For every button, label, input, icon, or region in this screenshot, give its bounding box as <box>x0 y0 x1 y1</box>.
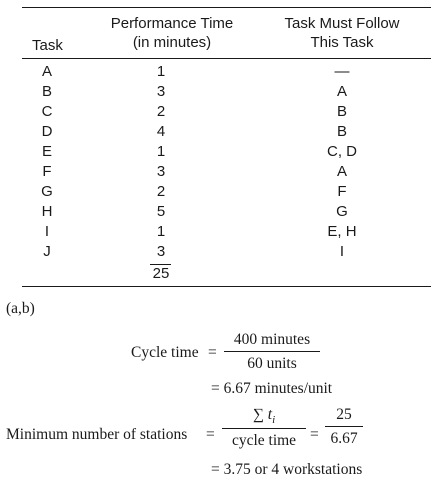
min-stations-label: Minimum number of stations <box>6 426 188 443</box>
follow-cell: F <box>337 183 347 200</box>
task-cell: F <box>42 163 52 180</box>
follow-cell: A <box>336 163 347 180</box>
header-task-must-follow-line2: This Task <box>310 34 374 51</box>
min-stations-result: = 3.75 or 4 workstations <box>211 461 363 478</box>
cycle-time-result: = 6.67 minutes/unit <box>211 380 333 397</box>
header-task-must-follow-line1: Task Must Follow <box>284 15 400 32</box>
min-stations-fraction <box>222 406 306 450</box>
time-cell: 1 <box>156 143 166 160</box>
table-top-rule <box>22 7 431 8</box>
header-performance-time-line2: (in minutes) <box>132 34 212 51</box>
table-header-rule <box>22 58 431 59</box>
time-cell: 4 <box>156 123 166 140</box>
follow-cell: A <box>336 83 347 100</box>
time-cell: 3 <box>156 243 166 260</box>
follow-cell: E, H <box>327 223 357 240</box>
header-task-must-follow <box>262 14 422 52</box>
cycle-time-numerator: 400 minutes <box>233 331 311 348</box>
sum-t-subscript: i <box>272 414 276 427</box>
cycle-time-label: Cycle time <box>131 344 199 361</box>
task-cell: I <box>44 223 50 240</box>
time-cell: 3 <box>156 83 166 100</box>
task-cell: C <box>41 103 53 120</box>
min-stations-fraction-2 <box>325 406 363 448</box>
time-cell: 2 <box>156 103 166 120</box>
min-stations-equals: = <box>206 426 215 443</box>
min-stations-denominator-2: 6.67 <box>330 430 358 447</box>
follow-cell: B <box>336 123 347 140</box>
cycle-time-fraction <box>224 331 320 373</box>
follow-cell: B <box>336 103 347 120</box>
header-task: Task <box>32 37 63 54</box>
min-stations-fraction-bar-2 <box>325 426 363 427</box>
follow-cell: G <box>336 203 348 220</box>
task-cell: D <box>41 123 53 140</box>
task-cell: G <box>41 183 53 200</box>
follow-cell: — <box>334 63 350 80</box>
min-stations-fraction-bar <box>222 428 306 429</box>
follow-cell: I <box>339 243 345 260</box>
sum-t-symbol: ∑ t <box>252 406 273 423</box>
task-cell: J <box>43 243 51 260</box>
cycle-time-denominator: 60 units <box>247 355 297 372</box>
table-bottom-rule <box>22 286 431 287</box>
min-stations-numerator <box>222 406 306 426</box>
task-cell: B <box>41 83 52 100</box>
min-stations-numerator-2: 25 <box>336 406 352 423</box>
time-cell: 3 <box>156 163 166 180</box>
time-cell: 2 <box>156 183 166 200</box>
cycle-time-fraction-bar <box>224 351 320 352</box>
header-performance-time <box>92 14 252 52</box>
cycle-time-equals: = <box>208 344 217 361</box>
time-cell: 1 <box>156 63 166 80</box>
min-stations-denominator: cycle time <box>231 432 297 450</box>
min-stations-equals-2: = <box>310 426 319 443</box>
time-cell: 1 <box>156 223 166 240</box>
time-cell: 5 <box>156 203 166 220</box>
task-cell: E <box>41 143 52 160</box>
header-performance-time-line1: Performance Time <box>110 15 234 32</box>
task-cell: H <box>41 203 53 220</box>
follow-cell: C, D <box>327 143 357 160</box>
task-cell: A <box>41 63 52 80</box>
total-value: 25 <box>152 265 170 282</box>
part-label: (a,b) <box>6 300 35 317</box>
